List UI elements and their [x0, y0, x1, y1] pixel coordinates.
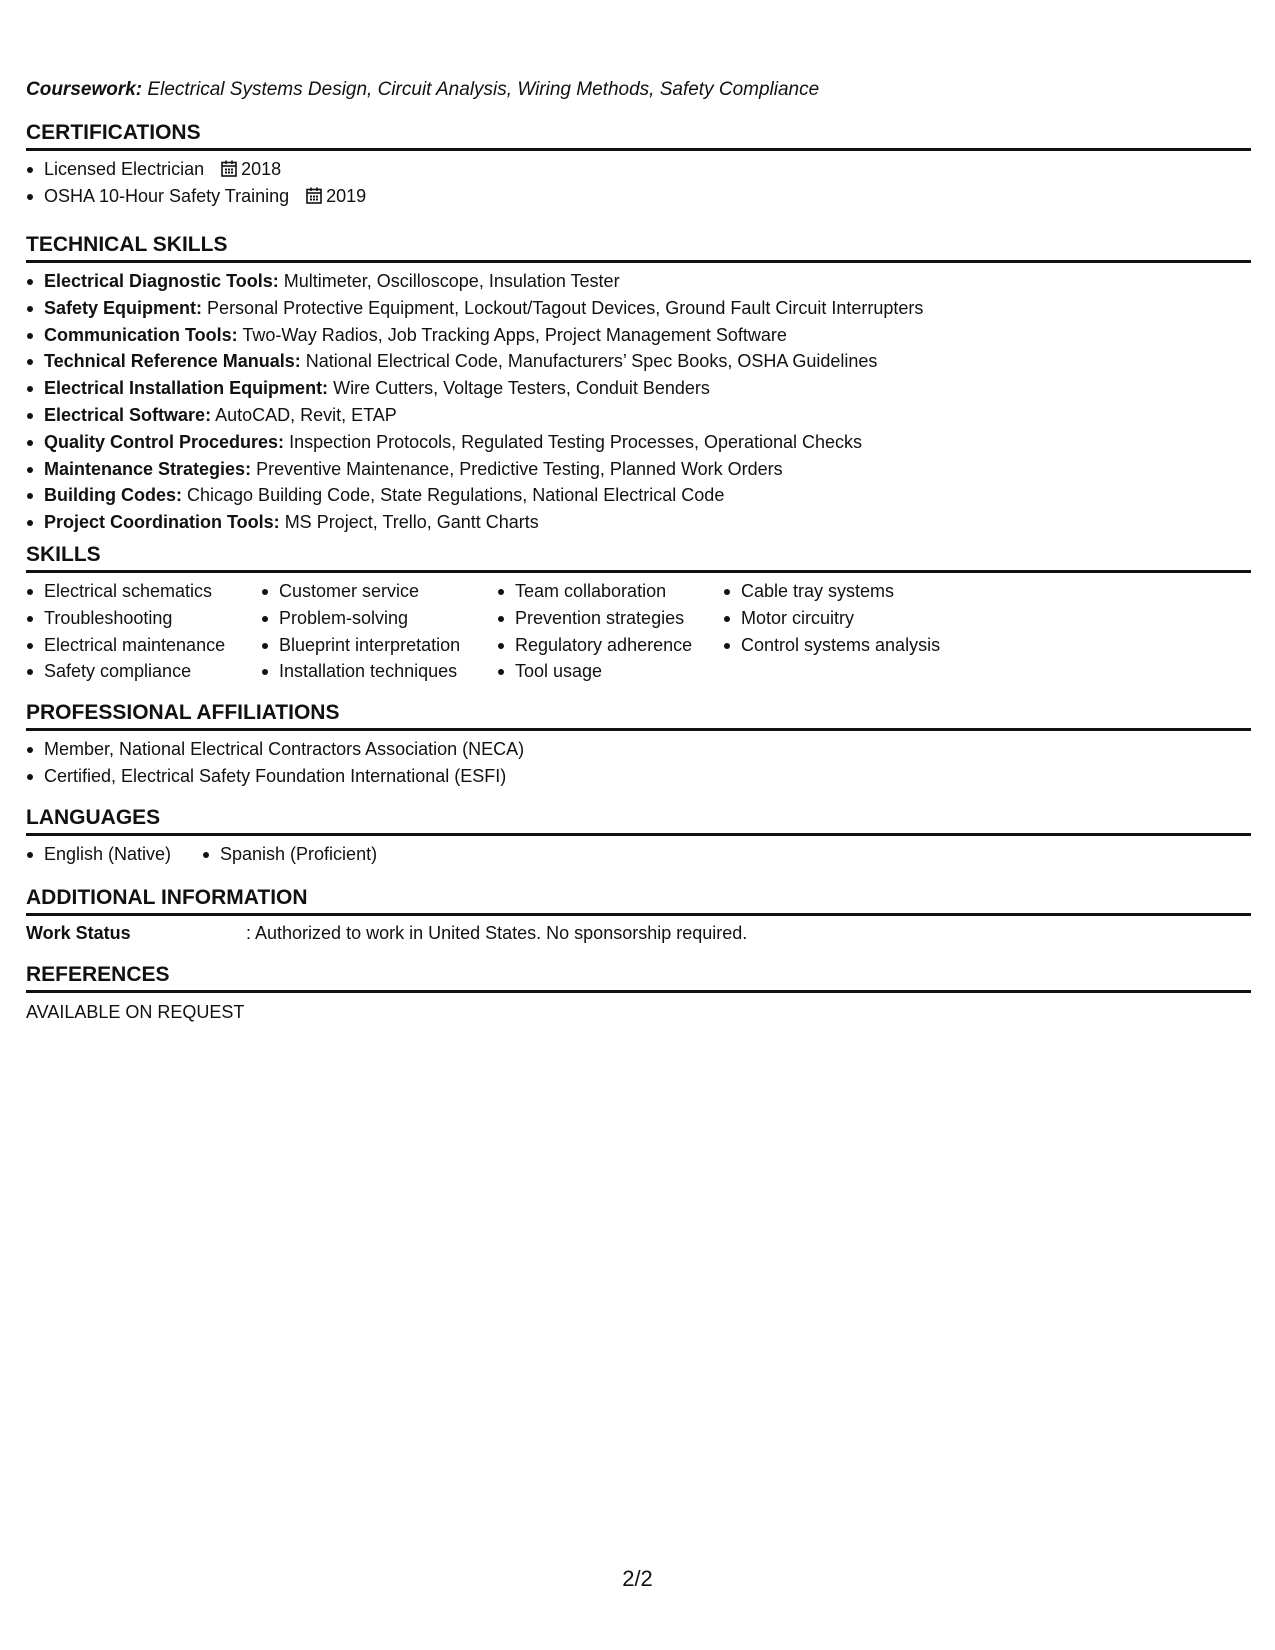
technical-skill-value: MS Project, Trello, Gantt Charts	[284, 512, 539, 533]
skill-item: Customer service	[261, 578, 497, 605]
technical-skill-item	[26, 322, 1251, 349]
skill-item: Installation techniques	[261, 658, 497, 685]
affiliation-item: Certified, Electrical Safety Foundation International (ESFI)	[26, 763, 1251, 790]
technical-skill-value: Chicago Building Code, State Regulations, National Electrical Code	[187, 485, 725, 506]
technical-skill-item	[26, 509, 1251, 536]
section-title-skills: SKILLS	[26, 543, 101, 566]
skill-item: Motor circuitry	[723, 605, 983, 632]
languages-list	[202, 841, 377, 868]
languages-list	[26, 841, 202, 868]
technical-skill-value: AutoCAD, Revit, ETAP	[215, 404, 397, 425]
section-divider	[26, 570, 1251, 573]
language-item: Spanish (Proficient)	[202, 841, 377, 868]
technical-skill-value: Personal Protective Equipment, Lockout/Tagout Devices, Ground Fault Circuit Interrupters	[207, 297, 924, 318]
languages-section	[26, 805, 1251, 868]
technical-skill-value: National Electrical Code, Manufacturers’ Spec Books, OSHA Guidelines	[305, 351, 878, 372]
technical-skill-label: Safety Equipment:	[44, 297, 203, 318]
affiliations-section	[26, 700, 1251, 790]
technical-skill-item	[26, 295, 1251, 322]
language-item: English (Native)	[26, 841, 202, 868]
technical-skill-label: Maintenance Strategies:	[44, 458, 252, 479]
section-divider	[26, 260, 1251, 263]
section-divider	[26, 990, 1251, 993]
technical-skill-item	[26, 375, 1251, 402]
skill-item: Cable tray systems	[723, 578, 983, 605]
section-title-languages: LANGUAGES	[26, 806, 161, 829]
technical-skill-value: Multimeter, Oscilloscope, Insulation Tester	[283, 271, 620, 291]
certification-item	[26, 183, 1251, 210]
skill-item: Troubleshooting	[26, 605, 261, 632]
certification-name: Licensed Electrician	[44, 159, 205, 179]
certification-item	[26, 156, 1251, 183]
coursework-label: Coursework:	[26, 79, 143, 100]
technical-skill-label: Communication Tools:	[44, 324, 238, 345]
languages-row	[26, 841, 1251, 868]
certification-year: 2019	[326, 185, 367, 206]
certification-name: OSHA 10-Hour Safety Training	[44, 185, 290, 206]
technical-skill-label: Electrical Diagnostic Tools:	[44, 271, 279, 291]
work-status-value: : Authorized to work in United States. No sponsorship required.	[246, 923, 748, 943]
section-divider	[26, 728, 1251, 731]
technical-skill-item	[26, 348, 1251, 375]
references-section	[26, 962, 1251, 1023]
section-title-affiliations: PROFESSIONAL AFFILIATIONS	[26, 701, 340, 724]
affiliation-item: Member, National Electrical Contractors Association (NECA)	[26, 736, 1251, 763]
skills-section	[26, 542, 1251, 685]
calendar-icon	[306, 187, 322, 204]
skill-item: Tool usage	[497, 658, 723, 685]
technical-skill-item	[26, 482, 1251, 509]
section-divider	[26, 148, 1251, 151]
skills-column	[26, 578, 261, 685]
skill-item: Team collaboration	[497, 578, 723, 605]
section-title-additional-info: ADDITIONAL INFORMATION	[26, 886, 308, 909]
technical-skill-item	[26, 429, 1251, 456]
skill-item: Blueprint interpretation	[261, 632, 497, 659]
technical-skill-value: Wire Cutters, Voltage Testers, Conduit Benders	[333, 378, 710, 399]
technical-skill-label: Technical Reference Manuals:	[44, 351, 301, 372]
skills-column	[497, 578, 723, 685]
skill-item: Safety compliance	[26, 658, 261, 685]
references-text: AVAILABLE ON REQUEST	[26, 1002, 245, 1022]
technical-skill-value: Inspection Protocols, Regulated Testing Processes, Operational Checks	[289, 431, 863, 452]
coursework-text: Electrical Systems Design, Circuit Analysis, Wiring Methods, Safety Compliance	[147, 79, 820, 100]
section-title-certifications: CERTIFICATIONS	[26, 121, 201, 144]
technical-skill-label: Project Coordination Tools:	[44, 512, 280, 533]
skills-column	[723, 578, 983, 685]
certifications-list	[26, 156, 1251, 210]
coursework-line	[26, 79, 819, 101]
skill-item: Prevention strategies	[497, 605, 723, 632]
technical-skills-list	[26, 268, 1251, 536]
skill-item: Electrical maintenance	[26, 632, 261, 659]
section-title-references: REFERENCES	[26, 963, 170, 986]
technical-skill-item	[26, 456, 1251, 483]
additional-info-section	[26, 885, 1251, 944]
skill-item: Problem-solving	[261, 605, 497, 632]
technical-skill-label: Building Codes:	[44, 485, 182, 506]
certification-year: 2018	[241, 159, 282, 179]
work-status-row	[26, 923, 1251, 944]
technical-skill-value: Preventive Maintenance, Predictive Testing, Planned Work Orders	[256, 458, 783, 479]
skills-column	[261, 578, 497, 685]
technical-skill-label: Quality Control Procedures:	[44, 431, 285, 452]
section-title-technical-skills: TECHNICAL SKILLS	[26, 233, 228, 256]
calendar-icon	[221, 160, 237, 177]
section-divider	[26, 913, 1251, 916]
technical-skill-item	[26, 268, 1251, 295]
technical-skills-section	[26, 232, 1251, 536]
technical-skill-value: Two-Way Radios, Job Tracking Apps, Project Management Software	[242, 324, 787, 345]
technical-skill-label: Electrical Software:	[44, 404, 212, 425]
skills-columns	[26, 578, 1251, 685]
section-divider	[26, 833, 1251, 836]
skill-item: Control systems analysis	[723, 632, 983, 659]
skill-item: Electrical schematics	[26, 578, 261, 605]
technical-skill-label: Electrical Installation Equipment:	[44, 378, 329, 399]
skill-item: Regulatory adherence	[497, 632, 723, 659]
work-status-label: Work Status	[26, 923, 131, 943]
certifications-section	[26, 120, 1251, 210]
affiliations-list	[26, 736, 1251, 790]
technical-skill-item	[26, 402, 1251, 429]
page-number: 2/2	[622, 1566, 653, 1591]
